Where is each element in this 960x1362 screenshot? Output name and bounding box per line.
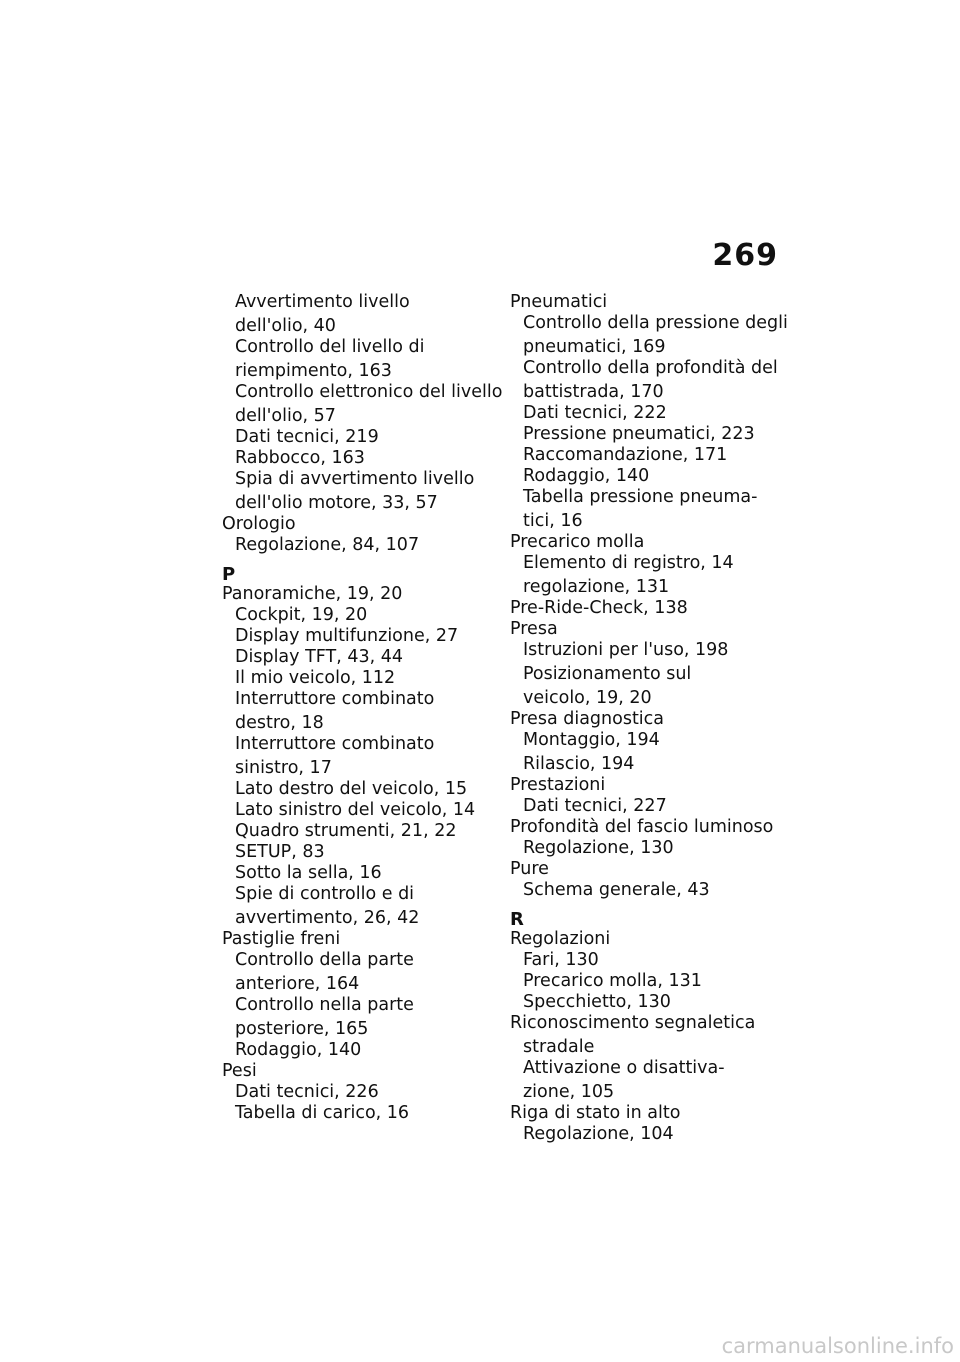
- index-sub-entry: Dati tecnici, 222: [523, 403, 667, 423]
- index-main-entry: Presa: [510, 619, 558, 639]
- index-letter-heading: P: [222, 564, 236, 585]
- index-sub-entry: riempimento, 163: [235, 361, 392, 381]
- index-sub-entry: Display multifunzione, 27: [235, 626, 459, 646]
- index-sub-entry: Montaggio, 194: [523, 730, 660, 750]
- index-sub-entry: sinistro, 17: [235, 758, 332, 778]
- index-sub-entry: Rodaggio, 140: [523, 466, 650, 486]
- index-main-entry: Orologio: [222, 514, 296, 534]
- index-sub-entry: Controllo della parte: [235, 950, 414, 970]
- index-main-entry: Pastiglie freni: [222, 929, 341, 949]
- index-sub-entry: Controllo del livello di: [235, 337, 425, 357]
- index-sub-entry: Avvertimento livello: [235, 292, 410, 312]
- index-sub-entry: Lato destro del veicolo, 15: [235, 779, 468, 799]
- page-number: 269: [712, 238, 778, 273]
- index-sub-entry: Tabella di carico, 16: [235, 1103, 410, 1123]
- index-sub-entry: Fari, 130: [523, 950, 599, 970]
- index-sub-entry: regolazione, 131: [523, 577, 670, 597]
- index-column-right: [510, 292, 795, 1145]
- index-sub-entry: dell'olio, 57: [235, 406, 336, 426]
- index-sub-entry: Lato sinistro del veicolo, 14: [235, 800, 476, 820]
- index-sub-entry: Rabbocco, 163: [235, 448, 365, 468]
- index-sub-entry: Raccomandazione, 171: [523, 445, 728, 465]
- index-sub-entry: tici, 16: [523, 511, 583, 531]
- index-sub-entry: Dati tecnici, 226: [235, 1082, 379, 1102]
- index-sub-entry: Cockpit, 19, 20: [235, 605, 368, 625]
- index-sub-entry: Elemento di registro, 14: [523, 553, 734, 573]
- index-sub-entry: Sotto la sella, 16: [235, 863, 382, 883]
- index-sub-entry: Controllo nella parte: [235, 995, 414, 1015]
- index-main-entry: Profondità del fascio luminoso: [510, 817, 774, 837]
- watermark: carmanualsonline.info: [721, 1334, 954, 1358]
- index-sub-entry: Interruttore combinato: [235, 734, 435, 754]
- index-sub-entry: Posizionamento sul: [523, 664, 692, 684]
- index-sub-entry: Attivazione o disattiva-: [523, 1058, 725, 1078]
- index-main-entry: Pure: [510, 859, 549, 879]
- index-sub-entry: Regolazione, 104: [523, 1124, 674, 1144]
- index-main-entry: Panoramiche, 19, 20: [222, 584, 403, 604]
- index-main-entry: Prestazioni: [510, 775, 606, 795]
- index-sub-entry: destro, 18: [235, 713, 324, 733]
- index-sub-entry: posteriore, 165: [235, 1019, 369, 1039]
- index-sub-entry: Interruttore combinato: [235, 689, 435, 709]
- index-sub-entry: pneumatici, 169: [523, 337, 666, 357]
- index-sub-entry: Specchietto, 130: [523, 992, 671, 1012]
- index-main-entry: Pneumatici: [510, 292, 608, 312]
- index-sub-entry: Quadro strumenti, 21, 22: [235, 821, 457, 841]
- index-column-left: [222, 292, 507, 1124]
- index-sub-entry: Il mio veicolo, 112: [235, 668, 396, 688]
- index-sub-entry: stradale: [523, 1037, 595, 1057]
- index-sub-entry: Tabella pressione pneuma-: [523, 487, 758, 507]
- index-main-entry: Presa diagnostica: [510, 709, 665, 729]
- index-sub-entry: Display TFT, 43, 44: [235, 647, 403, 667]
- index-sub-entry: zione, 105: [523, 1082, 615, 1102]
- index-sub-entry: Controllo elettronico del livello: [235, 382, 503, 402]
- index-sub-entry: SETUP, 83: [235, 842, 325, 862]
- index-sub-entry: Dati tecnici, 219: [235, 427, 379, 447]
- index-sub-entry: Regolazione, 84, 107: [235, 535, 420, 555]
- index-main-entry: Pesi: [222, 1061, 257, 1081]
- index-sub-entry: Controllo della pressione degli: [523, 313, 788, 333]
- index-main-entry: Regolazioni: [510, 929, 611, 949]
- index-sub-entry: Regolazione, 130: [523, 838, 674, 858]
- index-sub-entry: Spia di avvertimento livello: [235, 469, 475, 489]
- index-sub-entry: Spie di controllo e di: [235, 884, 415, 904]
- index-main-entry: Precarico molla: [510, 532, 645, 552]
- index-letter-heading: R: [510, 909, 524, 930]
- index-sub-entry: dell'olio motore, 33, 57: [235, 493, 438, 513]
- index-sub-entry: Istruzioni per l'uso, 198: [523, 640, 729, 660]
- index-sub-entry: Schema generale, 43: [523, 880, 710, 900]
- index-sub-entry: anteriore, 164: [235, 974, 360, 994]
- index-sub-entry: Dati tecnici, 227: [523, 796, 667, 816]
- index-sub-entry: battistrada, 170: [523, 382, 664, 402]
- index-sub-entry: Controllo della profondità del: [523, 358, 778, 378]
- index-sub-entry: Rodaggio, 140: [235, 1040, 362, 1060]
- index-main-entry: Riga di stato in alto: [510, 1103, 681, 1123]
- index-sub-entry: dell'olio, 40: [235, 316, 336, 336]
- index-main-entry: Riconoscimento segnaletica: [510, 1013, 756, 1033]
- index-sub-entry: Rilascio, 194: [523, 754, 635, 774]
- index-sub-entry: avvertimento, 26, 42: [235, 908, 420, 928]
- index-sub-entry: Precarico molla, 131: [523, 971, 702, 991]
- index-main-entry: Pre-Ride-Check, 138: [510, 598, 688, 618]
- index-sub-entry: veicolo, 19, 20: [523, 688, 652, 708]
- index-sub-entry: Pressione pneumatici, 223: [523, 424, 755, 444]
